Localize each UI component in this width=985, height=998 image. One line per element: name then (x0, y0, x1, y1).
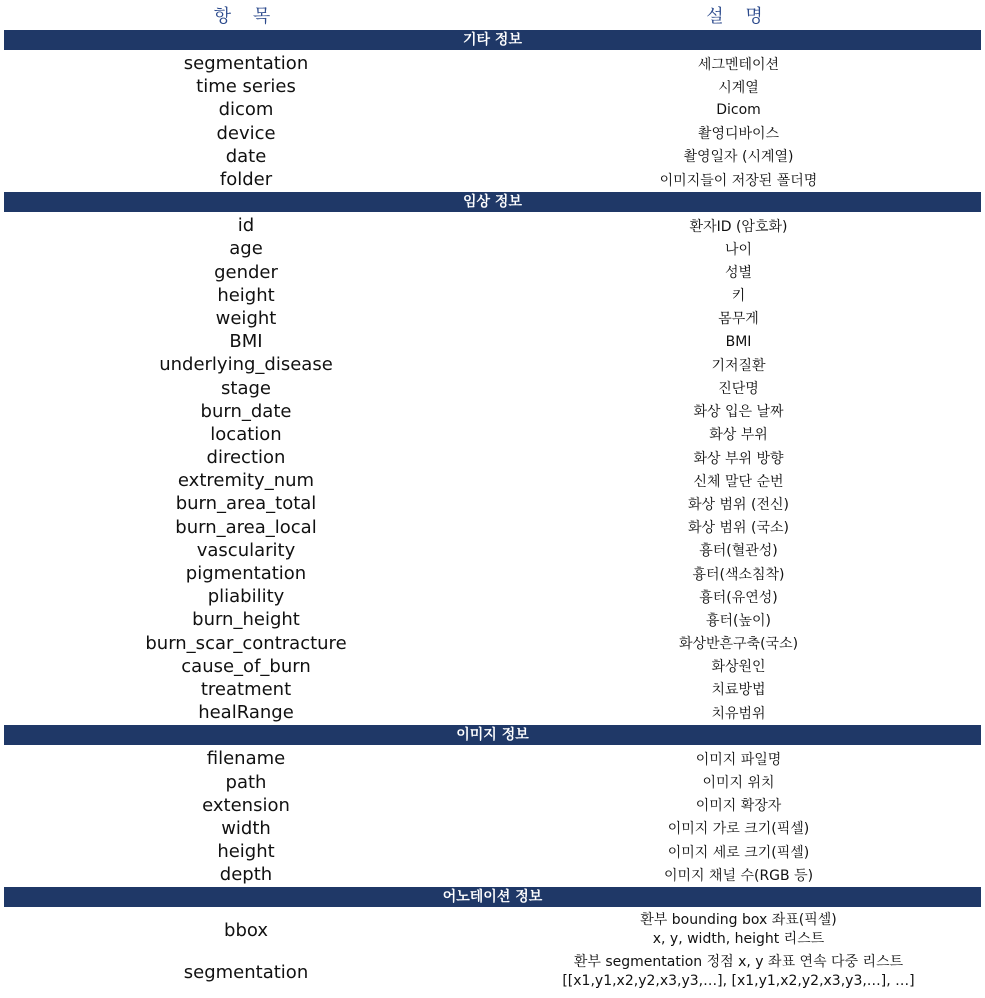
table-row (0, 747, 985, 770)
field-name: segmentation (183, 53, 309, 75)
field-description: 이미지 위치 (702, 775, 775, 792)
table-row (0, 237, 985, 260)
field-name: filename (206, 748, 286, 770)
field-name: BMI (229, 331, 263, 353)
field-name: path (225, 771, 267, 793)
table-row (0, 863, 985, 886)
field-name: burn_scar_contracture (145, 632, 347, 654)
section-rows (0, 50, 985, 192)
table-row (0, 261, 985, 284)
field-name: treatment (200, 678, 292, 700)
field-name: device (216, 122, 276, 144)
field-description: 흉터(유연성) (699, 589, 778, 606)
section-bar: 임상 정보 (4, 192, 981, 212)
table-row (0, 678, 985, 701)
table-row (0, 909, 985, 951)
field-description: 이미지 채널 수(RGB 등) (663, 867, 814, 884)
field-description: 화상원인 (711, 659, 766, 676)
table-row (0, 353, 985, 376)
table-row (0, 52, 985, 75)
field-name: pigmentation (185, 563, 307, 585)
field-description: 화상 입은 날짜 (693, 404, 784, 421)
header-description: 설 명 (706, 6, 771, 27)
field-name: burn_height (192, 609, 300, 631)
field-name: extension (202, 794, 290, 816)
section-rows (0, 745, 985, 887)
field-description: 기저질환 (711, 357, 766, 374)
table-row (0, 951, 985, 993)
field-description: 촬영일자 (시계열) (683, 149, 794, 166)
table-row (0, 840, 985, 863)
field-description: 흉터(높이) (705, 612, 772, 629)
field-name: extremity_num (177, 470, 315, 492)
section-bar: 어노테이션 정보 (4, 887, 981, 907)
field-name: id (237, 215, 255, 237)
field-description: 이미지 파일명 (695, 751, 782, 768)
field-description: BMI (725, 333, 752, 350)
field-description: 치유범위 (711, 705, 766, 722)
description-line: 환부 segmentation 정점 x, y 좌표 연속 다중 리스트 (573, 954, 904, 971)
field-description: 흉터(색소침착) (692, 566, 785, 583)
table-row (0, 469, 985, 492)
field-description (492, 911, 985, 949)
field-description: 이미지 확장자 (695, 798, 782, 815)
field-description (492, 953, 985, 991)
table-row (0, 423, 985, 446)
field-description: 치료방법 (711, 682, 766, 699)
table-row (0, 817, 985, 840)
field-name: age (229, 238, 263, 260)
table-row (0, 608, 985, 631)
table-row (0, 376, 985, 399)
field-name: vascularity (196, 539, 296, 561)
section-rows (0, 212, 985, 725)
section-rows (0, 907, 985, 994)
field-description: 환자ID (암호화) (689, 218, 788, 235)
table-row (0, 400, 985, 423)
field-name: stage (221, 377, 271, 399)
field-name: underlying_disease (159, 354, 333, 376)
table-row (0, 632, 985, 655)
table-row (0, 770, 985, 793)
table-row (0, 562, 985, 585)
table-header (0, 0, 985, 30)
field-description: 화상반흔구축(국소) (678, 636, 799, 653)
field-name: direction (206, 447, 286, 469)
field-name: date (225, 145, 267, 167)
table-row (0, 446, 985, 469)
field-name: depth (219, 864, 273, 886)
field-name: height (217, 284, 275, 306)
field-name: segmentation (183, 961, 309, 983)
table-row (0, 655, 985, 678)
field-description: 화상 부위 (709, 427, 768, 444)
field-name: burn_date (200, 400, 292, 422)
table-row (0, 145, 985, 168)
field-name: bbox (224, 919, 268, 941)
field-description: 시계열 (718, 79, 759, 96)
field-description: 촬영디바이스 (697, 126, 780, 143)
table-row (0, 284, 985, 307)
table-row (0, 585, 985, 608)
table-row (0, 214, 985, 237)
table-row (0, 75, 985, 98)
field-name: burn_area_total (175, 493, 317, 515)
field-description: 이미지 세로 크기(픽셀) (667, 844, 810, 861)
field-description: 진단명 (718, 381, 759, 398)
description-line: x, y, width, height 리스트 (652, 931, 825, 948)
field-name: folder (219, 169, 273, 191)
field-name: dicom (218, 99, 274, 121)
field-description: 화상 부위 방향 (693, 450, 784, 467)
table-row (0, 492, 985, 515)
table-row (0, 330, 985, 353)
field-name: weight (215, 307, 277, 329)
table-row (0, 307, 985, 330)
field-description: 화상 범위 (국소) (688, 520, 789, 537)
field-name: healRange (198, 702, 294, 724)
field-description: 흉터(혈관성) (699, 543, 778, 560)
field-description: 이미지 가로 크기(픽셀) (667, 821, 810, 838)
section-bar: 이미지 정보 (4, 725, 981, 745)
field-description: 성별 (724, 265, 753, 282)
field-description: 신체 말단 순번 (693, 473, 784, 490)
field-description: 키 (731, 288, 746, 305)
field-name: time series (196, 76, 296, 98)
description-line: [[x1,y1,x2,y2,x3,y3,…], [x1,y1,x2,y2,x3,y3,…], …] (562, 973, 915, 990)
field-description: 몸무게 (718, 311, 759, 328)
section-bar: 기타 정보 (4, 30, 981, 50)
field-description: 화상 범위 (전신) (688, 496, 789, 513)
header-item: 항 목 (213, 6, 279, 27)
field-name: location (210, 423, 282, 445)
table-row (0, 98, 985, 121)
field-name: width (221, 817, 271, 839)
table-row (0, 122, 985, 145)
field-name: height (217, 841, 275, 863)
field-name: gender (214, 261, 278, 283)
field-description: 이미지들이 저장된 폴더명 (659, 172, 818, 189)
table-row (0, 539, 985, 562)
table-row (0, 794, 985, 817)
description-line: 환부 bounding box 좌표(픽셀) (640, 912, 837, 929)
table-row (0, 168, 985, 191)
field-name: cause_of_burn (181, 655, 311, 677)
field-description: 나이 (724, 241, 753, 258)
field-description: 세그멘테이션 (697, 56, 780, 73)
field-name: pliability (207, 586, 285, 608)
table-row (0, 516, 985, 539)
field-name: burn_area_local (175, 516, 317, 538)
field-description: Dicom (716, 101, 761, 118)
table-row (0, 701, 985, 724)
